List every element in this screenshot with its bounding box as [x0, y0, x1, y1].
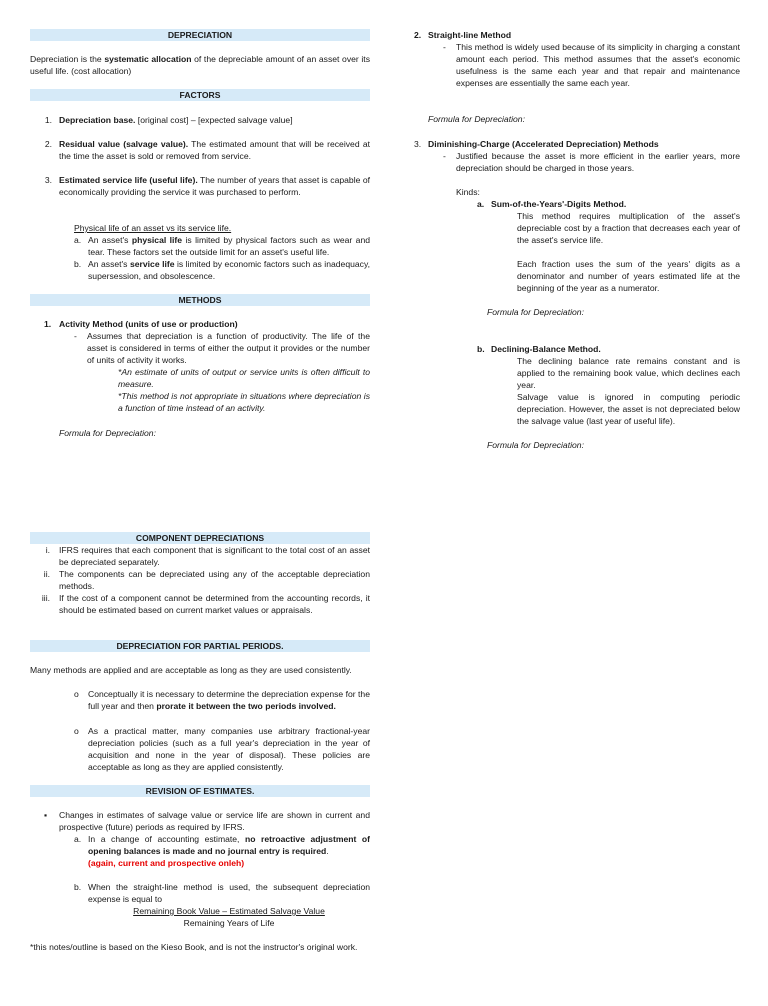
- component-item: The components can be depreciated using any of the acceptable depreciation methods.: [59, 569, 370, 591]
- text: Conceptually it is necessary to determine the depreciation expense for the full year and then: [88, 689, 370, 711]
- list-marker: b.: [477, 344, 485, 354]
- text-bold: prorate it between the two periods involved.: [156, 701, 336, 711]
- roman-number: iii.: [41, 593, 50, 603]
- partial-bullet-2: As a practical matter, many companies use arbitrary fractional-year depreciation policies (such as a full year's depreciation in the year of acquisition and none in the year of disposal). These policies are acceptable as long as they are applied consistently.: [88, 726, 370, 772]
- heading-partial-periods: DEPRECIATION FOR PARTIAL PERIODS.: [30, 640, 370, 652]
- heading-methods: METHODS: [30, 294, 370, 306]
- intro-text: Depreciation is the: [30, 54, 105, 64]
- list-marker: b.: [74, 882, 82, 892]
- list-marker: a.: [74, 235, 82, 245]
- intro-paragraph: [30, 53, 370, 77]
- formula-label: Formula for Depreciation:: [59, 428, 156, 438]
- method-number: 2.: [414, 30, 422, 40]
- list-marker: a.: [74, 834, 82, 844]
- text-bold: service life: [129, 259, 175, 269]
- factor-label: Estimated service life (useful life).: [59, 175, 198, 185]
- revision-a: [88, 833, 370, 869]
- declining-balance-p2: Salvage value is ignored in computing periodic depreciation. However, the asset is not depreciated below the salvage value (last year of useful life).: [517, 392, 740, 426]
- footnote: *this notes/outline is based on the Kieso Book, and is not the instructor's original work.: [30, 942, 358, 952]
- roman-number: ii.: [43, 569, 50, 579]
- text: In a change of accounting estimate,: [88, 834, 245, 844]
- factor-text: [59, 114, 370, 126]
- dash-marker: -: [74, 331, 77, 341]
- heading-component: COMPONENT DEPRECIATIONS: [30, 532, 370, 544]
- red-note: (again, current and prospective onleh): [88, 858, 245, 868]
- formula-label: Formula for Depreciation:: [487, 307, 584, 317]
- method-1-note-1: *An estimate of units of output or service units is often difficult to measure.: [118, 367, 370, 389]
- revision-b: When the straight-line method is used, the subsequent depreciation expense is equal to: [88, 882, 370, 904]
- text: is limited by physical factors such as wear and tear. These factors set the outside limit for an asset's useful life.: [88, 235, 371, 257]
- method-1-desc: Assumes that depreciation is a function of productivity. The life of the asset is considered in terms of either the output it provides or the number of units of activity it works.: [87, 331, 370, 365]
- list-marker: b.: [74, 259, 82, 269]
- factor-desc: The number of years that asset is capable of economically providing the service it was purchased to perform.: [59, 175, 370, 197]
- sum-of-years-title: Sum-of-the-Years'-Digits Method.: [491, 199, 627, 209]
- square-bullet: ▪: [44, 810, 48, 820]
- text: .: [326, 846, 329, 856]
- formula-label: Formula for Depreciation:: [428, 114, 525, 124]
- method-1-note-2: *This method is not appropriate in situations where depreciation is a function of time instead of an activity.: [118, 391, 370, 413]
- component-item: If the cost of a component cannot be determined from the accounting records, it should be estimated based on current market values or appraisals.: [59, 593, 370, 615]
- method-number: 1.: [44, 319, 52, 329]
- partial-bullet-1: [88, 688, 370, 712]
- method-3-desc: Justified because the asset is more efficient in the earlier years, more depreciation should be charged in those years.: [456, 151, 740, 173]
- factor-number: 1.: [44, 115, 52, 125]
- intro-text-end: of the depreciable amount of an asset over its useful life. (cost allocation): [30, 54, 370, 76]
- text: is limited by economic factors such as inadequacy, supersession, and obsolescence.: [88, 259, 370, 281]
- component-item: IFRS requires that each component that is significant to the total cost of an asset be depreciated separately.: [59, 545, 370, 567]
- heading-depreciation: DEPRECIATION: [30, 29, 370, 41]
- formula-numerator: Remaining Book Value – Estimated Salvage Value: [133, 906, 325, 916]
- intro-bold: systematic allocation: [104, 54, 192, 64]
- roman-number: i.: [45, 545, 50, 555]
- revision-bullet: Changes in estimates of salvage value or service life are shown in current and prospective (future) periods as required by IFRS.: [59, 810, 370, 832]
- dash-marker: -: [443, 42, 446, 52]
- declining-balance-p1: The declining balance rate remains constant and is applied to the remaining book value, which declines each year.: [517, 356, 740, 390]
- factor-label: Residual value (salvage value).: [59, 139, 189, 149]
- factor-text: [59, 138, 370, 162]
- physical-life-a: [88, 234, 370, 258]
- circle-bullet: o: [74, 726, 79, 736]
- physical-life-b: [88, 258, 370, 282]
- sum-of-years-p2: Each fraction uses the sum of the years' digits as a denominator and number of years estimated life at the beginning of the year as a numerator.: [517, 259, 740, 293]
- method-number: 3.: [414, 139, 422, 149]
- method-2-title: Straight-line Method: [428, 30, 512, 40]
- declining-balance-title: Declining-Balance Method.: [491, 344, 601, 354]
- partial-intro: Many methods are applied and are acceptable as long as they are used consistently.: [30, 665, 352, 675]
- heading-factors: FACTORS: [30, 89, 370, 101]
- factor-number: 2.: [44, 139, 52, 149]
- list-marker: a.: [477, 199, 485, 209]
- method-3-title: Diminishing-Charge (Accelerated Depreciation) Methods: [428, 139, 659, 149]
- factor-desc: [original cost] – [expected salvage value]: [135, 115, 293, 125]
- text: An asset's: [88, 235, 132, 245]
- kinds-label: Kinds:: [456, 187, 480, 197]
- formula-label: Formula for Depreciation:: [487, 440, 584, 450]
- method-1-title: Activity Method (units of use or production): [59, 319, 238, 329]
- sum-of-years-p1: This method requires multiplication of the asset's depreciable cost by a fraction that decreases each year of the asset's service life.: [517, 211, 740, 245]
- factor-label: Depreciation base.: [59, 115, 136, 125]
- circle-bullet: o: [74, 689, 79, 699]
- factor-number: 3.: [44, 175, 52, 185]
- physical-life-title: Physical life of an asset vs its service life.: [74, 223, 232, 233]
- formula-denominator: Remaining Years of Life: [183, 918, 275, 928]
- factor-text: [59, 174, 370, 198]
- text-bold: physical life: [131, 235, 183, 245]
- text-bold: no retroactive adjustment of opening balances is made and no journal entry is required: [88, 834, 370, 856]
- method-2-desc: This method is widely used because of its simplicity in charging a constant amount each period. This method assumes that the asset's economic usefulness is the same each year and that repair and maintenance expenses are essentially the same each year.: [456, 42, 740, 88]
- dash-marker: -: [443, 151, 446, 161]
- factor-desc: The estimated amount that will be received at the time the asset is sold or removed from service.: [59, 139, 371, 161]
- heading-revision: REVISION OF ESTIMATES.: [30, 785, 370, 797]
- text: An asset's: [88, 259, 130, 269]
